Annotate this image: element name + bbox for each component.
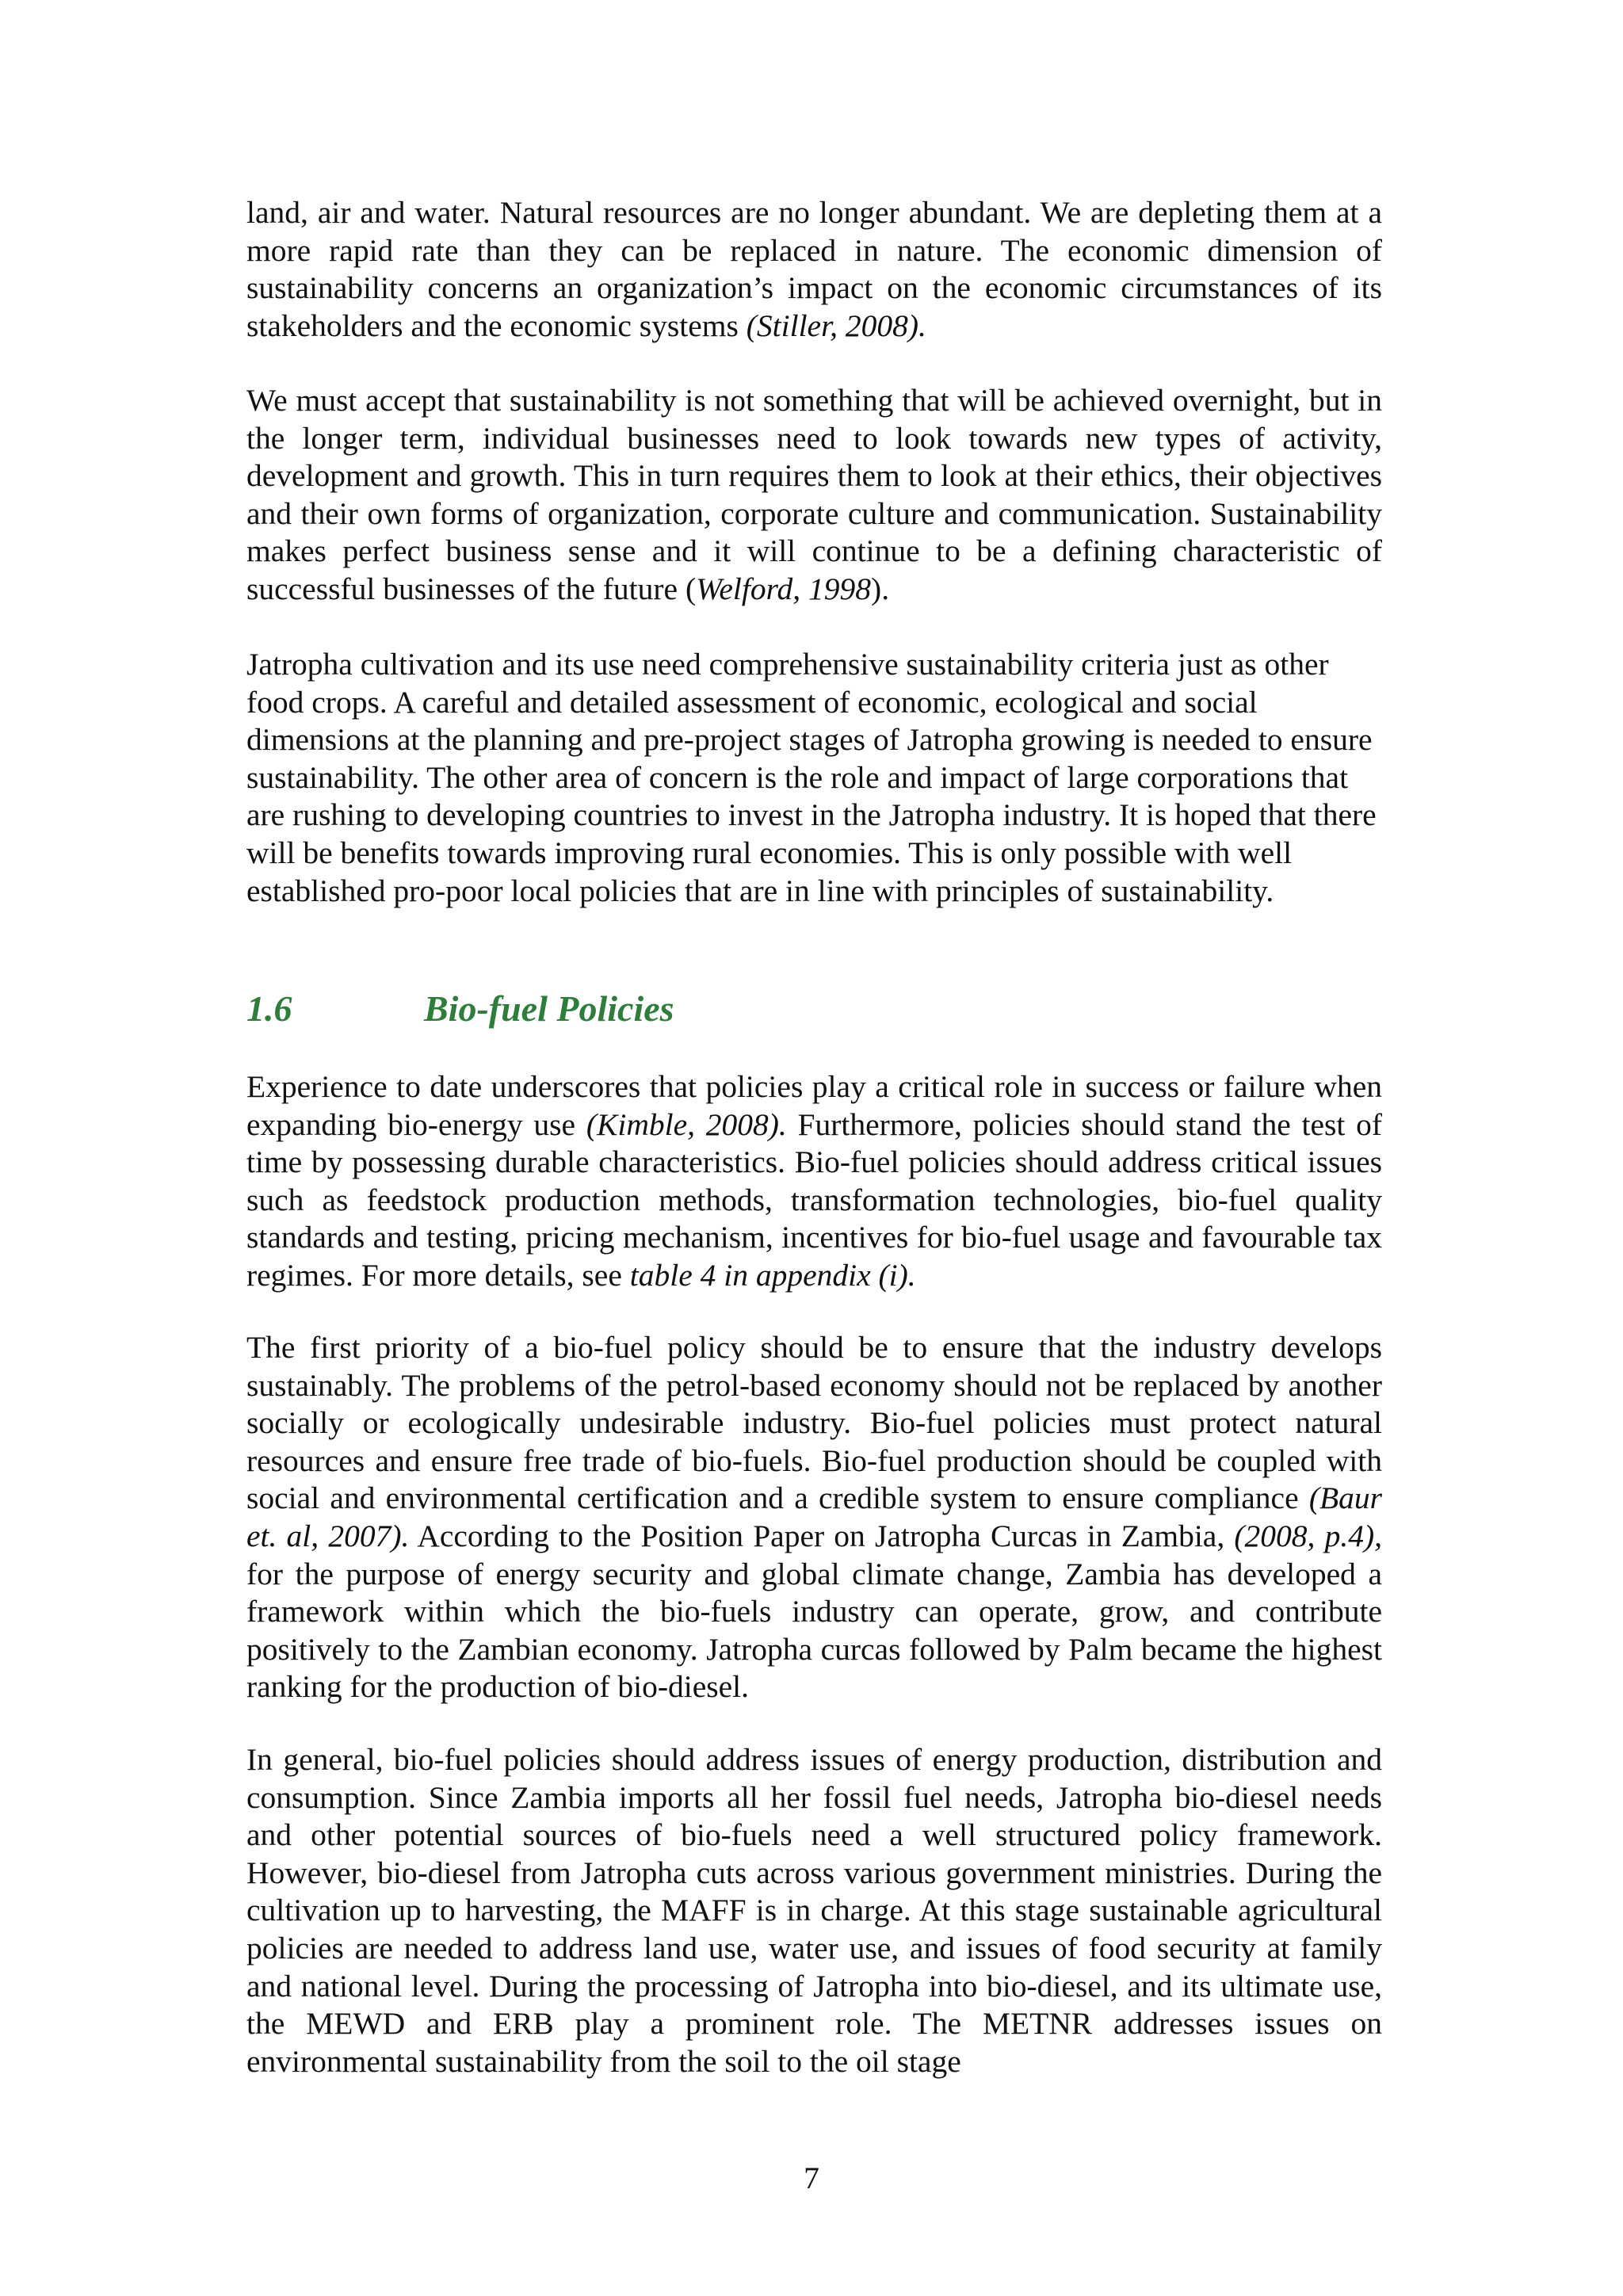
paragraph-text: Furthermore, policies should stand the test of time by possessing durable characteristics. Bio-fuel policies should address critical issues such as feedstock production methods, transformation technologies, bio-fuel quality standards and testing, pricing mechanism, incentives for bio-fuel usage and favourable tax regimes. For more details, see xyxy=(246,1106,1382,1293)
paragraph-text: for the purpose of energy security and global climate change, Zambia has developed a framework within which the bio-fuels industry can operate, grow, and contribute positively to the Zambian economy. Jatropha curcas followed by Palm became the highest ranking for the production of bio-diesel. xyxy=(246,1556,1382,1705)
citation: (Stiller, 2008). xyxy=(746,308,926,343)
paragraph-text: land, air and water. Natural resources are no longer abundant. We are depleting them at a more rapid rate than they can be replaced in nature. The economic dimension of sustainability concerns an organization’s impact on the economic circumstances of its stakeholders and the economic systems xyxy=(246,195,1382,343)
paragraph-jatropha-cultivation xyxy=(246,646,1382,910)
page-number: 7 xyxy=(804,2160,819,2195)
paragraph-first-priority xyxy=(246,1329,1382,1706)
paragraph-text: In general, bio-fuel policies should address issues of energy production, distribution and consumption. Since Zambia imports all her fossil fuel needs, Jatropha bio-diesel needs and other potential sources of bio-fuels need a well structured policy framework. However, bio-diesel from Jatropha cuts across various government ministries. During the cultivation up to harvesting, the MAFF is in charge. At this stage sustainable agricultural policies are needed to address land use, water use, and issues of food security at family and national level. During the processing of Jatropha into bio-diesel, and its ultimate use, the MEWD and ERB play a prominent role. The METNR addresses issues on environmental sustainability from the soil to the oil stage xyxy=(246,1742,1382,2079)
paragraph-text: Experience to date underscores that policies play a critical role in success or failure when expanding bio-energy use xyxy=(246,1069,1382,1142)
paragraph-text-end: ). xyxy=(871,571,890,606)
section-heading xyxy=(246,987,674,1031)
paragraph-text: The first priority of a bio-fuel policy should be to ensure that the industry develops sustainably. The problems of the petrol-based economy should not be replaced by another socially or ecologically undesirable industry. Bio-fuel policies must protect natural resources and ensure free trade of bio-fuels. Bio-fuel production should be coupled with social and environmental certification and a credible system to ensure compliance xyxy=(246,1330,1382,1516)
citation: (Kimble, 2008). xyxy=(586,1106,787,1142)
paragraph-experience-policies xyxy=(246,1068,1382,1295)
citation: (Baur et. al, 2007). xyxy=(246,1480,1382,1553)
paragraph-text: We must accept that sustainability is not something that will be achieved overnight, but in the longer term, individual businesses need to look towards new types of activity, development and growth. This in turn requires them to look at their ethics, their objectives and their own forms of organization, corporate culture and communication. Sustainability makes perfect business sense and it will continue to be a defining characteristic of successful businesses of the future ( xyxy=(246,383,1382,606)
paragraph-in-general xyxy=(246,1741,1382,2080)
paragraph-text: Jatropha cultivation and its use need comprehensive sustainability criteria just as other food crops. A careful and detailed assessment of economic, ecological and social dimensions at the planning and pre-project stages of Jatropha growing is needed to ensure sustainability. The other area of concern is the role and impact of large corporations that are rushing to developing countries to invest in the Jatropha industry. It is hoped that there will be benefits towards improving rural economies. This is only possible with well established pro-poor local policies that are in line with principles of sustainability. xyxy=(246,647,1377,908)
section-title: Bio-fuel Policies xyxy=(424,988,674,1029)
paragraph-sustainability-overnight xyxy=(246,382,1382,609)
citation: Welford, 1998 xyxy=(696,571,872,606)
table-reference: table 4 in appendix (i). xyxy=(629,1257,916,1293)
citation: (2008, p.4), xyxy=(1234,1518,1382,1553)
paragraph-text: According to the Position Paper on Jatropha Curcas in Zambia, xyxy=(409,1518,1235,1553)
section-number: 1.6 xyxy=(246,988,292,1029)
paragraph-economic-dimension xyxy=(246,194,1382,345)
